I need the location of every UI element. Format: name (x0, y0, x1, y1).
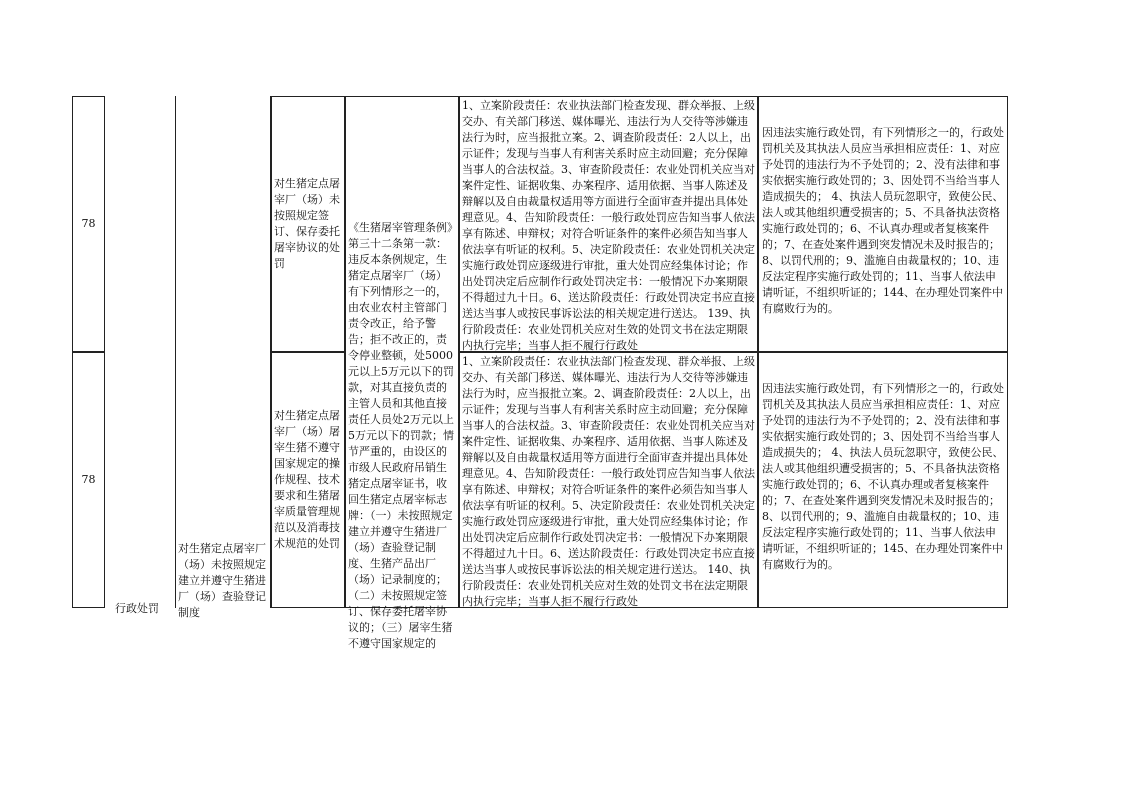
row-number: 78 (72, 352, 105, 608)
subitem-column-blank (176, 96, 271, 619)
accountability-cell (758, 96, 1008, 352)
category-overflow: 行政处罚 (115, 602, 159, 615)
responsibility-cell: 1、立案阶段责任：农业执法部门检查发现、群众举报、上级交办、有关部门移送、媒体曝光、违法行为人交待等涉嫌违法行为时，应当报批立案。2、调查阶段责任：2人以上，出示证件；发现与当事人有利害关系时应主动回避；充分保障当事人的合法权益。3、审查阶段责任：农业处罚机关应当对案件定性、证据收集、办案程序、适用依据、当事人陈述及辩解以及自由裁量权适用等方面进行全面审查并提出具体处理意见。4、告知阶段责任：一般行政处罚应告知当事人依法享有陈述、申辩权；对符合听证条件的案件必须告知当事人依法享有听证的权利。5、决定阶段责任：农业处罚机关决定实施行政处罚应逐级进行审批，重大处罚应经集体讨论；作出处罚决定后应制作行政处罚决定书：一般情况下办案期限不得超过九十日。6、送达阶段责任：行政处罚决定书应直接送达当事人或按民事诉讼法的相关规定进行送达。 140、执行阶段责任：农业处罚机关应对生效的处罚文书在法定期限内执行完毕；当事人拒不履行行政处 (459, 352, 758, 608)
responsibility-cell: 1、立案阶段责任：农业执法部门检查发现、群众举报、上级交办、有关部门移送、媒体曝光、违法行为人交待等涉嫌违法行为时，应当报批立案。2、调查阶段责任：2人以上，出示证件；发现与当事人有利害关系时应主动回避；充分保障当事人的合法权益。3、审查阶段责任：农业处罚机关应当对案件定性、证据收集、办案程序、适用依据、当事人陈述及辩解以及自由裁量权适用等方面进行全面审查并提出具体处理意见。4、告知阶段责任：一般行政处罚应告知当事人依法享有陈述、申辩权；对符合听证条件的案件必须告知当事人依法享有听证的权利。5、决定阶段责任：农业处罚机关决定实施行政处罚应逐级进行审批，重大处罚应经集体讨论；作出处罚决定后应制作行政处罚决定书：一般情况下办案期限不得超过九十日。6、送达阶段责任：行政处罚决定书应直接送达当事人或按民事诉讼法的相关规定进行送达。 139、执行阶段责任：农业处罚机关应对生效的处罚文书在法定期限内执行完毕；当事人拒不履行行政处 (459, 96, 758, 352)
item-name-cell: 对生猪定点屠宰厂（场）未按照规定签订、保存委托屠宰协议的处罚 (271, 96, 345, 352)
next-item-name-overflow: 对生猪定点屠宰厂（场）未按照规定建立并遵守生猪进厂（场）查验登记制度 (178, 542, 266, 619)
accountability-text: 因违法实施行政处罚，有下列情形之一的，行政处罚机关及其执法人员应当承担相应责任：1、对应予处罚的违法行为不予处罚的；2、没有法律和事实依据实施行政处罚的；3、因处罚不当给当事人造成损失的； 4、执法人员玩忽职守，致使公民、法人或其他组织遭受损害的；5、不具备执法资格实施行政处罚的；6、不认真办理或者复核案件的；7、在查处案件遇到突发情况未及时报告的；8、以罚代刑的；9、滥施自由裁量权的；10、违反法定程序实施行政处罚的；11、当事人依法申请听证，不组织听证的；145、在办理处罚案件中有腐败行为的。 (762, 382, 1004, 571)
basis-text: 《生猪屠宰管理条例》第三十二条第一款：违反本条例规定，生猪定点屠宰厂（场）有下列情形之一的，由农业农村主管部门责令改正，给予警告；拒不改正的，责令停业整顿，处5000元以上5万元以下的罚款，对其直接负责的主管人员和其他直接责任人员处2万元以上5万元以下的罚款；情节严重的，由设区的市级人民政府吊销生猪定点屠宰证书，收回生猪定点屠宰标志牌：（一）未按照规定建立并遵守生猪进厂（场）查验登记制度、生猪产品出厂（场）记录制度的；（二）未按照规定签订、保存委托屠宰协议的；（三）屠宰生猪不遵守国家规定的 (348, 221, 454, 650)
row-number: 78 (72, 96, 105, 352)
accountability-cell (758, 352, 1008, 608)
accountability-text: 因违法实施行政处罚，有下列情形之一的，行政处罚机关及其执法人员应当承担相应责任：1、对应予处罚的违法行为不予处罚的；2、没有法律和事实依据实施行政处罚的；3、因处罚不当给当事人造成损失的； 4、执法人员玩忽职守，致使公民、法人或其他组织遭受损害的；5、不具备执法资格实施行政处罚的；6、不认真办理或者复核案件的；7、在查处案件遇到突发情况未及时报告的；8、以罚代刑的；9、滥施自由裁量权的；10、违反法定程序实施行政处罚的；11、当事人依法申请听证，不组织听证的；144、在办理处罚案件中有腐败行为的。 (762, 126, 1004, 315)
item-name-cell: 对生猪定点屠宰厂（场）屠宰生猪不遵守国家规定的操作规程、技术要求和生猪屠宰质量管理规范以及消毒技术规范的处罚 (271, 352, 345, 608)
basis-cell (345, 96, 459, 650)
